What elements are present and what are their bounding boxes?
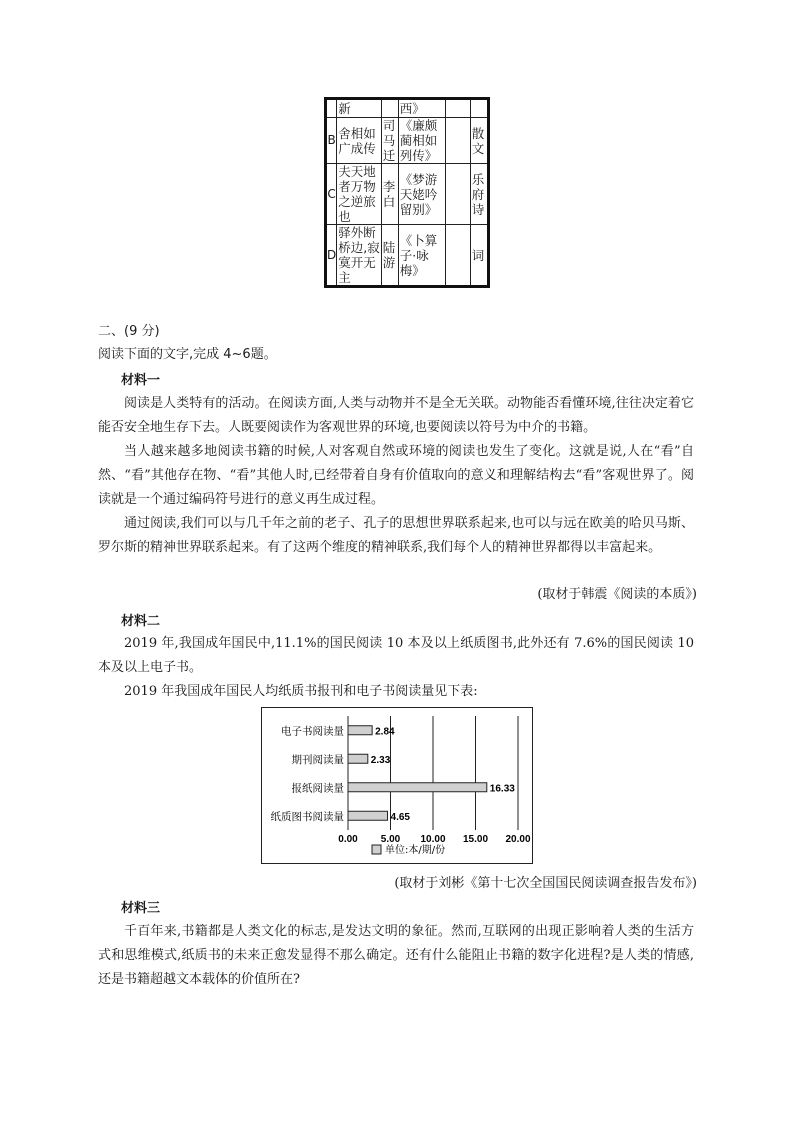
options-row <box>326 164 489 225</box>
options-table <box>324 97 490 288</box>
material2-source: (取材于刘彬《第十七次全国国民阅读调查报告发布》) <box>394 876 697 891</box>
option-genre: 词 <box>470 225 488 287</box>
option-letter: B <box>326 118 337 164</box>
reading-chart <box>261 707 533 864</box>
option-blank <box>445 225 470 287</box>
material2-paragraph: 2019 年,我国成年国民中,11.1%的国民阅读 10 本及以上纸质图书,此外还有 7.6%的国民阅读 10 本及以上电子书。 <box>98 636 694 675</box>
option-sentence: 驿外断 桥边,寂 寞开无 主 <box>338 225 380 285</box>
option-work: 西》 <box>398 99 445 118</box>
options-row <box>326 118 489 164</box>
material3-paragraph: 千百年来,书籍都是人类文化的标志,是发达文明的象征。然而,互联网的出现正影响着人类的生活方式和思维模式,纸质书的未来正愈发显得不那么确定。还有什么能阻止书籍的数字化进程?是人类的情感,还是书籍超越文本载体的价值所在? <box>98 924 694 987</box>
option-genre: 散 文 <box>470 118 488 164</box>
x-tick-label: 20.00 <box>505 834 531 845</box>
value-label: 2.33 <box>370 754 391 766</box>
option-author: 司 马 迁 <box>381 118 398 164</box>
value-label: 4.65 <box>390 811 410 823</box>
option-letter <box>326 99 337 118</box>
option-sentence: 新 <box>337 99 381 118</box>
option-genre: 乐 府 诗 <box>470 164 488 225</box>
x-tick-label: 15.00 <box>462 834 489 845</box>
material2-title: 材料二 <box>121 614 161 629</box>
category-label: 电子书阅读量 <box>281 725 344 738</box>
x-tick-label: 10.00 <box>420 834 446 845</box>
material1-source: (取材于韩震《阅读的本质》) <box>537 587 697 602</box>
legend-label: 单位:本/期/份 <box>385 845 446 856</box>
option-work: 《卜算 子·咏 梅》 <box>398 225 445 287</box>
material1-paragraph-1: 阅读是人类特有的活动。在阅读方面,人类与动物并不是全无关联。动物能否看懂环境,往往决定着它能否安全地生存下去。人既要阅读作为客观世界的环境,也要阅读以符号为中介的书籍。 <box>98 396 694 435</box>
bar <box>348 754 368 763</box>
category-label: 纸质图书阅读量 <box>270 810 344 823</box>
bar-chart-svg <box>262 708 532 863</box>
x-tick-label: 5.00 <box>380 834 401 845</box>
value-label: 16.33 <box>489 783 515 795</box>
option-blank <box>445 164 470 225</box>
legend-swatch <box>372 845 381 854</box>
material1-title: 材料一 <box>121 373 161 388</box>
value-label: 2.84 <box>375 726 395 738</box>
option-work: 《梦游 天姥吟 留别》 <box>398 164 445 225</box>
section-heading: 二、(9 分) <box>98 324 160 339</box>
option-author: 陆 游 <box>381 225 398 287</box>
option-author <box>381 99 398 118</box>
option-genre <box>470 99 488 118</box>
material1-paragraph-2: 当人越来越多地阅读书籍的时候,人对客观自然或环境的阅读也发生了变化。这就是说,人在“看”自然、“看”其他存在物、“看”其他人时,已经带着自身有价值取向的意义和理解结构去“看”客观世界了。阅读就是一个通过编码符号进行的意义再生成过程。 <box>98 444 694 507</box>
category-label: 报纸阅读量 <box>291 782 344 795</box>
bar <box>348 726 372 735</box>
option-blank <box>445 118 470 164</box>
bar <box>348 783 487 792</box>
category-label: 期刊阅读量 <box>291 753 344 766</box>
section-instruction: 阅读下面的文字,完成 4~6题。 <box>98 347 277 362</box>
material1-paragraph-3: 通过阅读,我们可以与几千年之前的老子、孔子的思想世界联系起来,也可以与远在欧美的哈贝马斯、罗尔斯的精神世界联系起来。有了这两个维度的精神联系,我们每个人的精神世界都得以丰富起来。 <box>98 516 694 555</box>
option-author: 李 白 <box>381 164 398 225</box>
option-blank <box>445 99 470 118</box>
options-row <box>326 99 489 118</box>
option-sentence: 夫天地 者万物 之逆旅 也 <box>337 164 381 225</box>
chart-intro: 2019 年我国成年国民人均纸质书报刊和电子书阅读量见下表: <box>124 684 478 699</box>
material3-title: 材料三 <box>121 901 161 916</box>
option-letter: C <box>326 164 337 225</box>
option-letter: D <box>326 225 337 287</box>
options-row <box>326 225 489 287</box>
x-tick-label: 0.00 <box>338 834 358 845</box>
option-sentence: 舍相如 广成传 <box>337 118 381 164</box>
bar <box>348 811 388 820</box>
option-work: 《廉颇 蔺相如 列传》 <box>398 118 445 164</box>
